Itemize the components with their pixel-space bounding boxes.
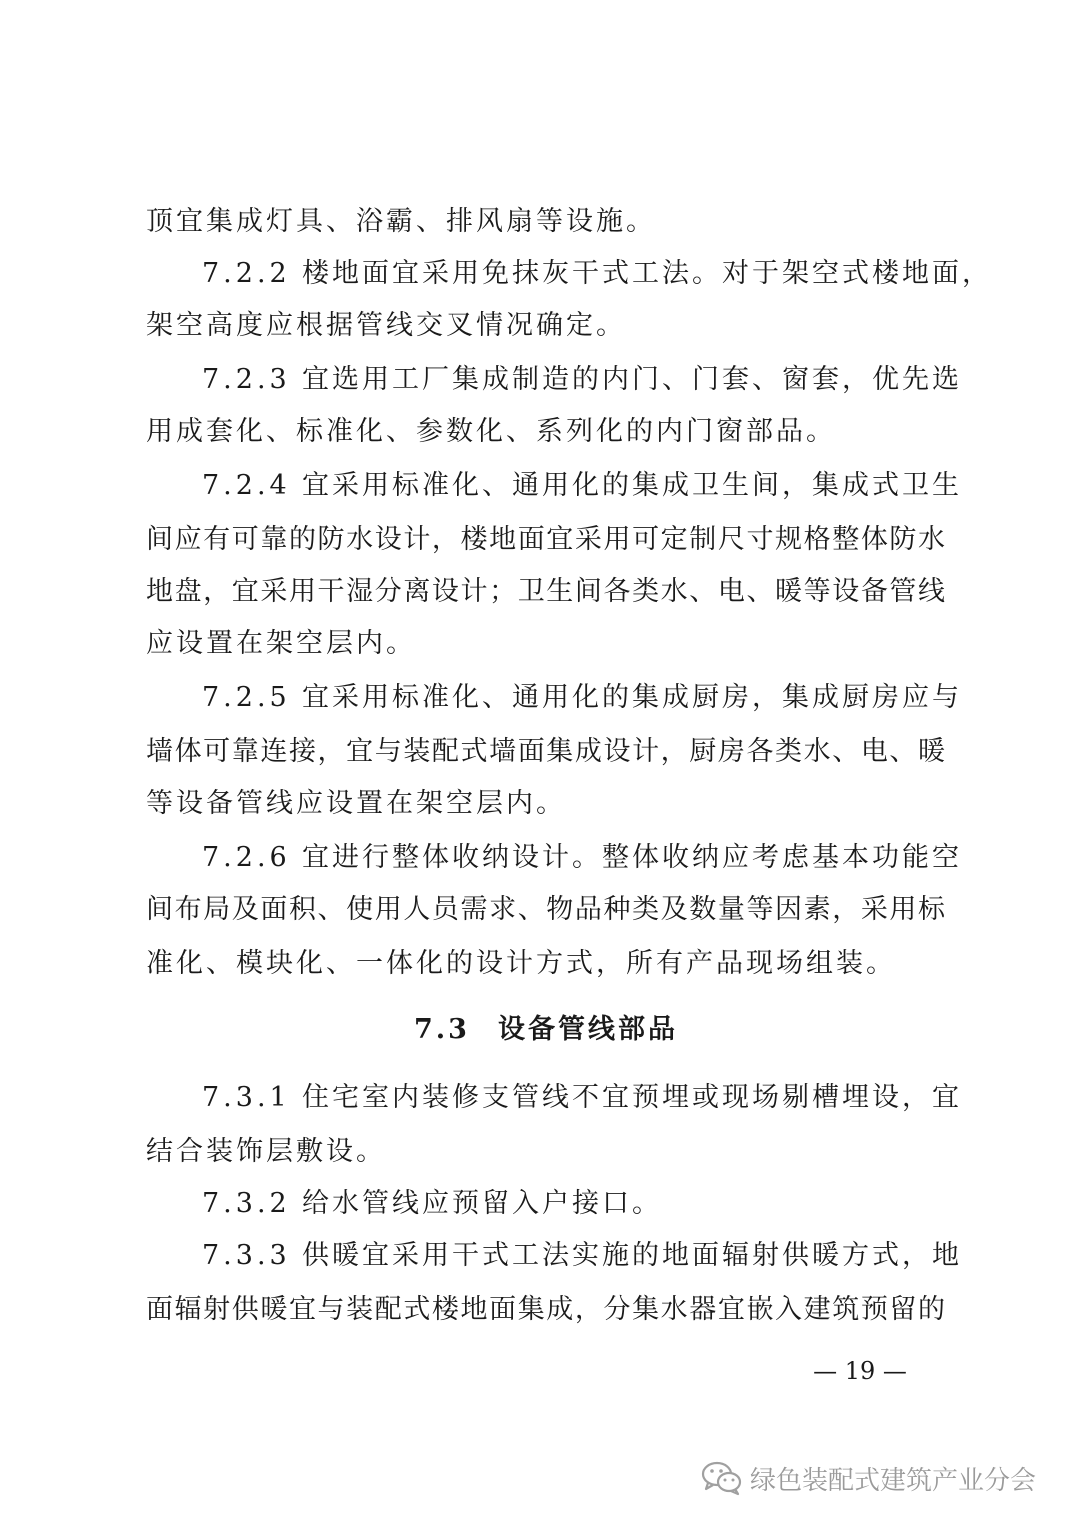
text-line: 架空高度应根据管线交叉情况确定。: [146, 310, 626, 341]
text-line: 间布局及面积、使用人员需求、物品种类及数量等因素，采用标: [146, 894, 946, 925]
section-number: 7.3: [414, 1014, 470, 1045]
clause-7-2-2: [146, 256, 992, 292]
text-line: 用成套化、标准化、参数化、系列化的内门窗部品。: [146, 416, 836, 447]
text-line: 墙体可靠连接，宜与装配式墙面集成设计，厨房各类水、电、暖: [146, 736, 946, 767]
clause-7-2-6: [146, 840, 962, 876]
wechat-icon: [700, 1458, 744, 1498]
text-line: 面辐射供暖宜与装配式楼地面集成，分集水器宜嵌入建筑预留的: [146, 1294, 946, 1325]
clause-text: 住宅室内装修支管线不宜预埋或现场剔槽埋设，宜: [302, 1082, 962, 1113]
clause-text: 给水管线应预留入户接口。: [302, 1188, 662, 1219]
clause-text: 楼地面宜采用免抹灰干式工法。对于架空式楼地面，: [302, 258, 992, 289]
watermark: [700, 1456, 1060, 1500]
clause-number: 7.2.5: [202, 682, 291, 713]
clause-number: 7.2.4: [202, 470, 291, 501]
section-heading: [146, 1012, 946, 1048]
clause-text: 宜采用标准化、通用化的集成卫生间，集成式卫生: [302, 470, 962, 501]
clause-7-2-3: [146, 362, 962, 398]
clause-number: 7.2.6: [202, 842, 291, 873]
clause-text: 宜采用标准化、通用化的集成厨房，集成厨房应与: [302, 682, 962, 713]
watermark-text: 绿色装配式建筑产业分会: [750, 1465, 1037, 1496]
clause-text: 宜进行整体收纳设计。整体收纳应考虑基本功能空: [302, 842, 962, 873]
text-line: 准化、模块化、一体化的设计方式，所有产品现场组装。: [146, 948, 896, 979]
clause-7-2-5: [146, 680, 962, 716]
clause-7-3-1: [146, 1080, 962, 1116]
clause-number: 7.3.3: [202, 1240, 291, 1271]
text-line: 应设置在架空层内。: [146, 628, 416, 659]
clause-number: 7.3.2: [202, 1188, 291, 1219]
text-line: 地盘，宜采用干湿分离设计；卫生间各类水、电、暖等设备管线: [146, 576, 946, 607]
text-line: 等设备管线应设置在架空层内。: [146, 788, 566, 819]
clause-text: 供暖宜采用干式工法实施的地面辐射供暖方式，地: [302, 1240, 962, 1271]
text-line: 结合装饰层敷设。: [146, 1136, 386, 1167]
clause-text: 宜选用工厂集成制造的内门、门套、窗套，优先选: [302, 364, 962, 395]
clause-number: 7.2.2: [202, 258, 291, 289]
page-number: — 19 —: [813, 1357, 907, 1385]
clause-7-2-4: [146, 468, 962, 504]
clause-7-3-3: [146, 1238, 962, 1274]
clause-number: 7.3.1: [202, 1082, 291, 1113]
clause-7-3-2: [146, 1186, 946, 1222]
clause-number: 7.2.3: [202, 364, 291, 395]
text-line: 间应有可靠的防水设计，楼地面宜采用可定制尺寸规格整体防水: [146, 524, 946, 555]
section-title: 设备管线部品: [497, 1014, 678, 1045]
text-line: 顶宜集成灯具、浴霸、排风扇等设施。: [146, 206, 656, 237]
